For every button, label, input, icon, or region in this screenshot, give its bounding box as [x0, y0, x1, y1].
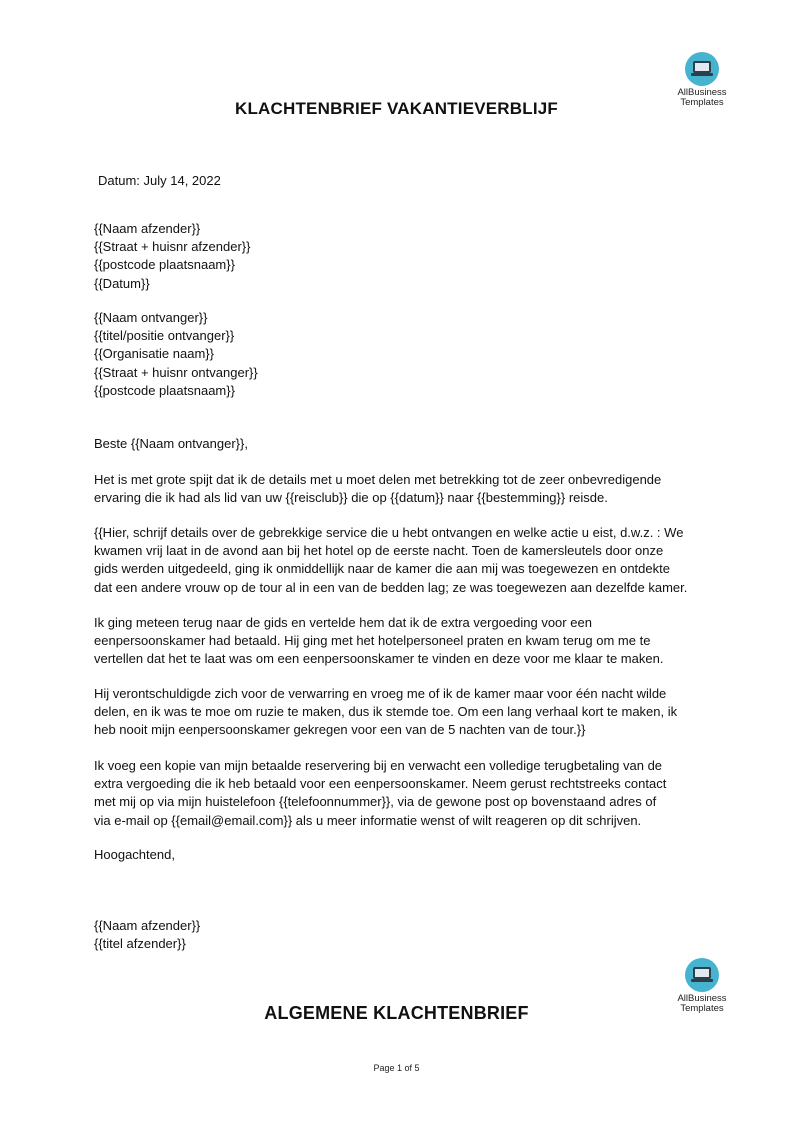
sender-line: {{postcode plaatsnaam}} [94, 257, 235, 273]
body-line: vertellen dat het te laat was om een eenpersoonskamer te vinden en deze voor me klaar te maken. [94, 651, 664, 667]
body-paragraph-5 [94, 757, 724, 830]
laptop-icon [685, 52, 719, 86]
body-paragraph-2 [94, 524, 724, 597]
body-line: Ik voeg een kopie van mijn betaalde reservering bij en verwacht een volledige terugbetaling van de [94, 758, 663, 773]
body-line: Het is met grote spijt dat ik de details met u moet delen met betrekking tot de zeer onbevredigende [94, 472, 662, 487]
laptop-icon [685, 958, 719, 992]
logo-line-1: AllBusiness [677, 87, 727, 98]
logo-line-1: AllBusiness [677, 993, 727, 1004]
body-line: eenpersoonskamer had betaald. Hij ging met het hotelpersoneel praten en kwam terug om me te [94, 633, 651, 649]
sender-line: {{Datum}} [94, 275, 150, 291]
recipient-address [94, 309, 724, 400]
logo-line-2: Templates [680, 97, 724, 108]
body-line: gids werden uitgedeeld, ging ik onmiddellijk naar de kamer die aan mij was toegewezen en ontdekte [94, 561, 670, 577]
body-line: Hij verontschuldigde zich voor de verwarring en vroeg me of ik de kamer maar voor één nacht wilde [94, 686, 667, 701]
body-paragraph-1 [94, 471, 724, 507]
body-line: Ik ging meteen terug naar de gids en vertelde hem dat ik de extra vergoeding voor een [94, 615, 592, 630]
body-paragraph-3 [94, 614, 724, 669]
body-line: via e-mail op {{email@email.com}} als u meer informatie wenst of wilt reageren op dit schrijven. [94, 812, 642, 828]
sender-line: {{Straat + huisnr afzender}} [94, 239, 251, 255]
signature-block [94, 917, 724, 953]
signature-line: {{titel afzender}} [94, 936, 186, 952]
body-line: extra vergoeding die ik heb betaald voor een eenpersoonskamer. Neem gerust rechtstreeks contact [94, 776, 667, 792]
sender-address [94, 220, 724, 293]
salutation: Beste {{Naam ontvanger}}, [94, 436, 248, 451]
recipient-line: {{Organisatie naam}} [94, 346, 214, 362]
signature-line: {{Naam afzender}} [94, 918, 201, 933]
body-line: delen, en ik was te moe om ruzie te maken, dus ik stemde toe. Om een lang verhaal kort te maken, ik [94, 704, 678, 720]
logo-line-2: Templates [680, 1003, 724, 1014]
body-line: {{Hier, schrijf details over de gebrekkige service die u hebt ontvangen en welke actie u eist, d.w.z. : We [94, 525, 684, 540]
recipient-line: {{titel/positie ontvanger}} [94, 328, 235, 344]
body-line: dat een andere vrouw op de tour al in een van de bedden lag; ze was toegewezen aan dezelfde kamer. [94, 579, 688, 595]
body-line: heb nooit mijn eenpersoonskamer gekregen voor een van de 5 nachten van de tour.}} [94, 722, 586, 738]
body-paragraph-4 [94, 685, 724, 740]
recipient-line: {{Straat + huisnr ontvanger}} [94, 364, 258, 380]
closing: Hoogachtend, [94, 847, 175, 862]
body-line: met mij op via mijn huistelefoon {{telefoonnummer}}, via de gewone post op bovenstaand adres of [94, 794, 657, 810]
recipient-line: {{Naam ontvanger}} [94, 310, 208, 325]
body-line: ervaring die ik had als lid van uw {{reisclub}} die op {{datum}} naar {{bestemming}} reisde. [94, 490, 608, 506]
page-number: Page 1 of 5 [373, 1063, 420, 1073]
recipient-line: {{postcode plaatsnaam}} [94, 382, 235, 398]
sender-line: {{Naam afzender}} [94, 221, 201, 236]
footer-title: ALGEMENE KLACHTENBRIEF [264, 1003, 529, 1023]
date-line: Datum: July 14, 2022 [98, 173, 221, 188]
body-line: kwamen vrij laat in de avond aan bij het hotel op de eerste nacht. Toen de kamersleutels door onze [94, 543, 664, 559]
page-title: KLACHTENBRIEF VAKANTIEVERBLIJF [234, 99, 559, 118]
